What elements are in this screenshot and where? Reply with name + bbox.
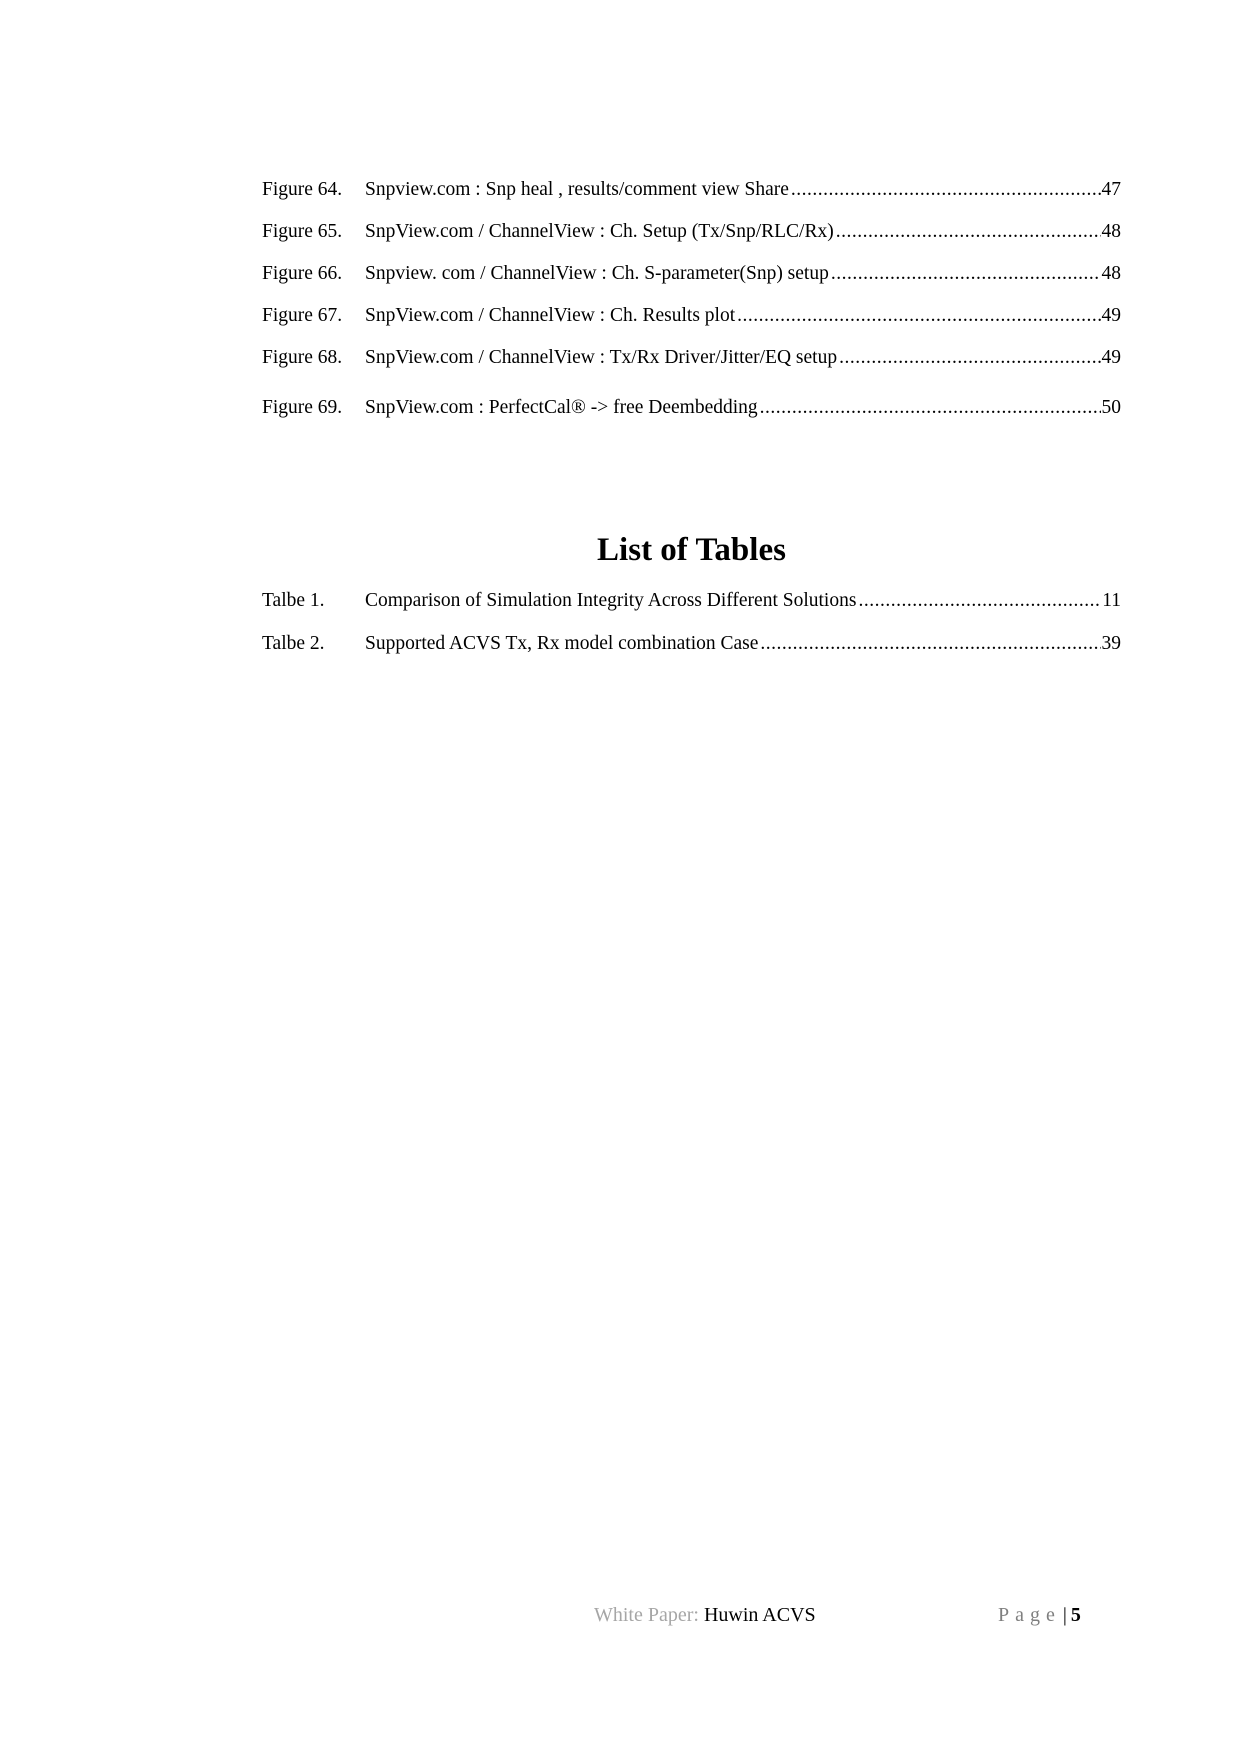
list-of-tables-heading: List of Tables bbox=[597, 532, 786, 568]
footer-document-title bbox=[594, 1602, 816, 1628]
dot-leader bbox=[760, 629, 1100, 659]
dot-leader bbox=[737, 301, 1100, 331]
figure-number: Figure 66. bbox=[262, 263, 343, 284]
figure-number: Figure 67. bbox=[262, 305, 343, 326]
figure-title: SnpView.com : PerfectCal® -> free Deembedding bbox=[365, 397, 758, 418]
figure-title: SnpView.com / ChannelView : Ch. Setup (Tx/Snp/RLC/Rx) bbox=[365, 221, 834, 242]
figure-entry-68[interactable] bbox=[262, 343, 1121, 373]
figure-entry-65[interactable] bbox=[262, 217, 1121, 247]
dot-leader bbox=[858, 586, 1101, 616]
figure-entry-69[interactable] bbox=[262, 393, 1121, 423]
figure-page-number: 48 bbox=[1101, 221, 1121, 242]
figure-page-number: 50 bbox=[1101, 397, 1121, 418]
footer-document-name: Huwin ACVS bbox=[703, 1604, 816, 1626]
page-separator: | bbox=[1062, 1604, 1067, 1626]
dot-leader bbox=[839, 343, 1100, 373]
list-of-figures bbox=[262, 175, 1121, 435]
figure-title: SnpView.com / ChannelView : Tx/Rx Driver/Jitter/EQ setup bbox=[365, 347, 838, 368]
table-entry-2[interactable] bbox=[262, 629, 1121, 659]
table-number: Talbe 1. bbox=[262, 590, 325, 611]
list-of-tables bbox=[262, 586, 1121, 672]
page-number: 5 bbox=[1070, 1604, 1081, 1626]
figure-entry-64[interactable] bbox=[262, 175, 1121, 205]
figure-page-number: 48 bbox=[1101, 263, 1121, 284]
figure-title: Snpview. com / ChannelView : Ch. S-parameter(Snp) setup bbox=[365, 263, 829, 284]
dot-leader bbox=[760, 393, 1101, 423]
figure-number: Figure 64. bbox=[262, 179, 343, 200]
footer-label: White Paper: bbox=[594, 1604, 704, 1626]
figure-page-number: 49 bbox=[1101, 305, 1121, 326]
dot-leader bbox=[836, 217, 1101, 247]
footer-page-indicator bbox=[998, 1602, 1081, 1628]
table-page-number: 39 bbox=[1101, 633, 1121, 654]
table-title: Supported ACVS Tx, Rx model combination Case bbox=[365, 633, 759, 654]
table-number: Talbe 2. bbox=[262, 633, 325, 654]
figure-entry-66[interactable] bbox=[262, 259, 1121, 289]
dot-leader bbox=[831, 259, 1101, 289]
page-word: Page bbox=[998, 1604, 1061, 1626]
figure-number: Figure 69. bbox=[262, 397, 343, 418]
figure-page-number: 49 bbox=[1101, 347, 1121, 368]
table-title: Comparison of Simulation Integrity Across Different Solutions bbox=[365, 590, 857, 611]
figure-number: Figure 68. bbox=[262, 347, 343, 368]
figure-number: Figure 65. bbox=[262, 221, 343, 242]
table-entry-1[interactable] bbox=[262, 586, 1121, 616]
figure-title: SnpView.com / ChannelView : Ch. Results plot bbox=[365, 305, 736, 326]
figure-entry-67[interactable] bbox=[262, 301, 1121, 331]
figure-title: Snpview.com : Snp heal , results/comment view Share bbox=[365, 179, 789, 200]
table-page-number: 11 bbox=[1102, 590, 1121, 611]
figure-page-number: 47 bbox=[1101, 179, 1121, 200]
dot-leader bbox=[791, 175, 1101, 205]
